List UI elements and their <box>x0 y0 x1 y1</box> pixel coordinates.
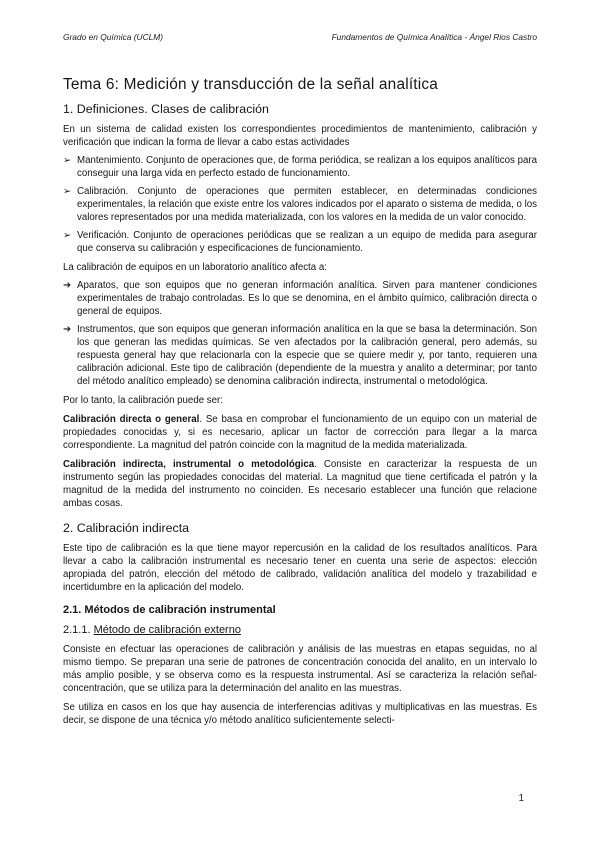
paragraph-external-method-1: Consiste en efectuar las operaciones de calibración y análisis de las muestras en etapas seguidas, no al mismo tiempo. Se preparan una serie de patrones de concentración conocida del analito, en un intervalo lo más amplio posible, y se observa como es la respuesta instrumental. Así se caracteriza la relación señal-concentración, que se utiliza para la determinación del analito en las muestras. <box>63 644 537 694</box>
list-item-calibracion <box>63 185 537 224</box>
header-subject-author: Fundamentos de Química Analítica - Ángel Rios Castro <box>331 32 537 42</box>
paragraph-section2-intro: Este tipo de calibración es la que tiene mayor repercusión en la calidad de los resultados analíticos. Para llevar a cabo la calibración instrumental es necesario tener en cuenta una serie de aspectos: elección apropiada del patrón, elección del método de calibrado, validación analítica del modelo y trazabilidad e incertidumbre en la aplicación del modelo. <box>63 543 537 593</box>
definition-text: . Se basa en comprobar el funcionamiento de un equipo con un material de propiedades conocidas y, si es necesario, aplicar un factor de corrección para llegar a la marca correspondiente. La magnitud del patrón coincide con la magnitud de la medida materializada. <box>63 414 537 451</box>
document-title: Tema 6: Medición y transducción de la señal analítica <box>63 76 439 93</box>
heading-number: 2.1.1. <box>63 624 91 636</box>
list-item-text: Aparatos, que son equipos que no generan información analítica. Sirven para mantener condiciones experimentales de trabajo controladas. Es lo que se denomina, en el ámbito químico, calibración directa o general de equipos. <box>77 280 537 317</box>
arrow-bullet-icon: ➔ <box>63 324 72 335</box>
paragraph-external-method-2: Se utiliza en casos en los que hay ausencia de interferencias aditivas y multiplicativas en las muestras. Es decir, se dispone de una técnica y/o método analítico suficientemente selecti- <box>63 702 537 726</box>
arrow-bullet-icon: ➔ <box>63 280 72 291</box>
definition-term: Calibración directa o general <box>63 414 200 425</box>
chevron-bullet-icon: ➢ <box>63 186 72 197</box>
arrow-bullet-list <box>63 279 537 388</box>
definition-direct-calibration <box>63 413 537 452</box>
definition-text: . Consiste en caracterizar la respuesta de un instrumento según las propiedades conocidas del material. La magnitud que tiene certificada el patrón y la magnitud de la medida del instrumento no coinciden. Es necesario establecer una función que relacione ambas cosas. <box>63 459 537 509</box>
section-2-heading: 2. Calibración indirecta <box>63 521 190 535</box>
list-item-aparatos <box>63 279 537 318</box>
list-item-mantenimiento <box>63 154 537 180</box>
section-1-heading: 1. Definiciones. Clases de calibración <box>63 102 269 116</box>
page-header <box>63 32 537 43</box>
definition-indirect-calibration <box>63 458 537 510</box>
list-item-instrumentos <box>63 323 537 388</box>
definition-term: Calibración indirecta, instrumental o metodológica <box>63 459 315 470</box>
paragraph-therefore: Por lo tanto, la calibración puede ser: <box>63 395 223 406</box>
section-2-1-heading: 2.1. Métodos de calibración instrumental <box>63 604 276 616</box>
header-course: Grado en Química (UCLM) <box>63 32 164 42</box>
list-item-text: Mantenimiento. Conjunto de operaciones que, de forma periódica, se realizan a los equipos analíticos para conseguir una larga vida en perfecto estado de funcionamiento. <box>77 155 537 179</box>
chevron-bullet-icon: ➢ <box>63 155 72 166</box>
chevron-bullet-icon: ➢ <box>63 230 72 241</box>
paragraph-quality-system: En un sistema de calidad existen los correspondientes procedimientos de mantenimiento, calibración y verificación que indican la forma de llevar a cabo estas actividades <box>63 124 537 148</box>
list-item-text: Verificación. Conjunto de operaciones periódicas que se realizan a un equipo de medida para asegurar que conserva su calibración y especificaciones de funcionamiento. <box>77 230 537 254</box>
page-number: 1 <box>518 793 524 804</box>
list-item-verificacion <box>63 229 537 255</box>
list-item-text: Instrumentos, que son equipos que generan información analítica en la que se basa la determinación. Son los que generan las medidas químicas. Se ven afectados por la calibración general, pero además, su respuesta general hay que relacionarla con la especie que se quiere medir y, por tanto, requieren una calibración adicional. Este tipo de calibración (dependiente de la muestra y analito a determinar; por tanto del método analítico empleado) se denomina calibración indirecta, instrumental o metodológica. <box>77 324 537 387</box>
paragraph-affects-intro: La calibración de equipos en un laboratorio analítico afecta a: <box>63 262 327 273</box>
section-2-1-1-heading <box>63 623 537 637</box>
chevron-bullet-list <box>63 154 537 255</box>
list-item-text: Calibración. Conjunto de operaciones que permiten establecer, en determinadas condiciones experimentales, la relación que existe entre los valores indicados por el aparato o sistema de medida, o los valores representados por una medida materializada, con los valores en la medida de un valor conocido. <box>77 186 537 223</box>
heading-title-underlined: Método de calibración externo <box>93 624 241 636</box>
